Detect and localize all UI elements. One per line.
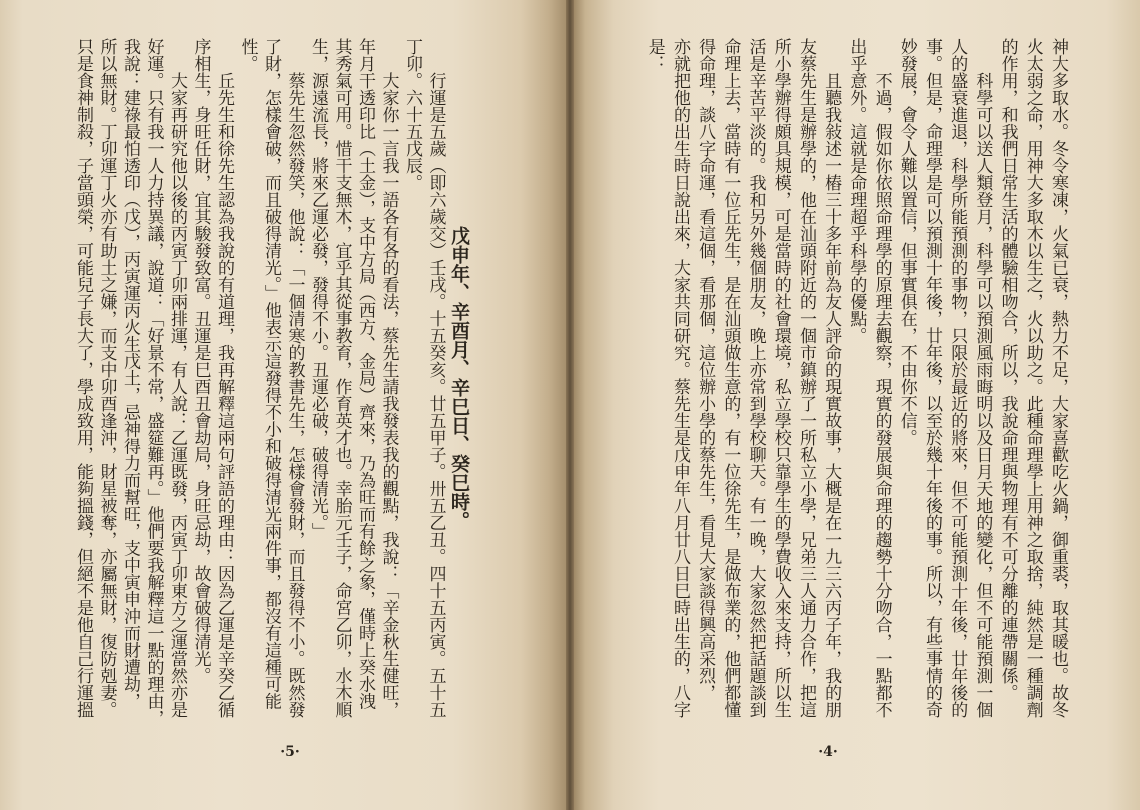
text-column: 大家你一言我一語各有各的看法，蔡先生請我發表我的觀點，我說：「辛金秋生健旺， [378, 72, 399, 718]
text-column: 事。但是，命理學是可以預測十年後，廿年後，以至於幾十年後的事。所以，有些事情的奇 [921, 38, 942, 718]
text-column: 序相生，身旺任財，宜其駿發致富。丑運是巳酉丑會劫局，身旺忌劫，故會破得清光。 [190, 38, 211, 684]
text-column: 好運。只有我一人力持異議，說道：「好景不常，盛筵難再。」他們要我解釋這一點的理由， [143, 38, 164, 727]
text-column: 命理上去，當時有一位丘先生，是在汕頭做生意的，有一位徐先生，是做布業的，他們都懂 [720, 38, 741, 718]
right-page [574, 0, 1140, 810]
text-column: 活是辛苦平淡的。我和另外幾個朋友，晚上亦常到學校聊天。有一晚，大家忽然把話題談到 [745, 38, 766, 718]
text-column: 神大多取水。冬令寒凍，火氣已衰，熱力不足，大家喜歡吃火鍋，御重裘，取其暖也。故冬 [1048, 38, 1068, 718]
text-column: 且聽我敍述一樁三十多年前為友人評命的現實故事，大概是在一九三六丙子年，我的朋 [821, 72, 842, 718]
text-column: 生，源遠流長，將來乙運必發，發得不小。丑運必破，破得清光。」 [308, 38, 328, 540]
text-column: 不過，假如你依照命理學的原理去觀察，現實的發展與命理的趨勢十分吻合，一點都不 [871, 72, 892, 718]
text-column: 亦就把他的出生時日說出來，大家共同研究。蔡先生是戊申年八月廿八日巳時出生的，八字 [669, 38, 690, 718]
text-column: 只是食神制殺，子當頭榮，可能兒子長大了，學成致用，能夠搵錢，但絕不是他自己行運搵 [73, 38, 93, 718]
page-number: ·5· [280, 744, 300, 760]
text-column: 友蔡先生是辦學的，他在汕頭附近的一個市鎮辦了一所私立小學，兄弟三人通力合作，把這 [795, 38, 816, 718]
text-column: 我說：建祿最怕透印（戊），丙寅運丙火生戊土，忌神得力而幫旺，支中寅申沖而財遭劫， [120, 38, 140, 710]
text-column: 科學可以送人類登月，科學可以預測風雨晦明以及日月天地的變化，但不可能預測一個 [972, 72, 993, 718]
text-column: 的作用，和我們日常生活的體驗相吻合，所以，我說命理與物理有不可分離的連帶關係。 [997, 38, 1018, 701]
text-column: 妙發展，會令人難以置信，但事實俱在，不由你不信。 [896, 38, 917, 446]
text-column: 人的盛衰進退，科學所能預測的事物，只限於最近的將來，但不可能預測十年後，廿年後的 [947, 38, 968, 718]
text-column: 出乎意外。這就是命理超乎科學的優點。 [846, 38, 867, 344]
text-column: 其秀氣可用。惜干支無木，宜乎其從事教育，作育英才也。幸胎元壬子，命宮乙卯，水木順 [331, 38, 352, 718]
page-number: ·4· [818, 744, 838, 760]
text-column: 丁卯。六十五戊辰。 [402, 38, 422, 191]
text-column: 行運是五歲（即六歲交）壬戌。十五癸亥。廿五甲子。卅五乙丑。四十五丙寅。五十五 [425, 72, 446, 718]
left-page [0, 0, 566, 810]
text-column: 得命理，談八字命運，看這個，看那個，這位辦小學的蔡先生，看見大家談得興高采烈， [695, 38, 716, 701]
text-column: 大家再研究他以後的丙寅丁卯兩排運，有人說：乙運既發，丙寅丁卯東方之運當然亦是 [167, 72, 187, 718]
text-column: 了財，怎樣會破，而且破得清光。」他表示這發得不小和破得清光兩件事，都沒有這種可能 [261, 38, 281, 710]
text-column: 所以無財。丁卯運丁火亦有助土之嫌，而支中卯酉逢沖，財星被奪，亦屬無財，復防剋妻。 [96, 38, 117, 718]
text-column: 丘先生和徐先生認為我說的有道理，我再解釋這兩句評語的理由：因為乙運是辛癸乙循 [214, 72, 234, 718]
birth-chart-heading: 戊申年、辛酉月、辛巳日、癸巳時。 [448, 226, 470, 530]
text-column: 所小學辦得頗具規模，可是當時的社會環境，私立學校只靠學生的學費收入來支持，所以生 [770, 38, 791, 718]
text-column: 火太弱之命，用神大多取木以生之，火以助之。此種命理學上用神之取捨，純然是一種調劑 [1022, 38, 1043, 718]
text-column: 是： [644, 38, 665, 72]
book-gutter [566, 0, 574, 810]
left-page-text [70, 38, 470, 750]
text-column: 性。 [237, 38, 258, 72]
text-column: 年月干透印比（土金），支中方局（西方、金局）齊來，乃為旺而有餘之象，僅時上癸水洩 [355, 38, 375, 710]
text-column: 蔡先生忽然發笑，他說：「一個清寒的教書先生，怎樣會發財，而且發得不小。既然發 [284, 72, 305, 718]
right-page-text [642, 38, 1070, 750]
